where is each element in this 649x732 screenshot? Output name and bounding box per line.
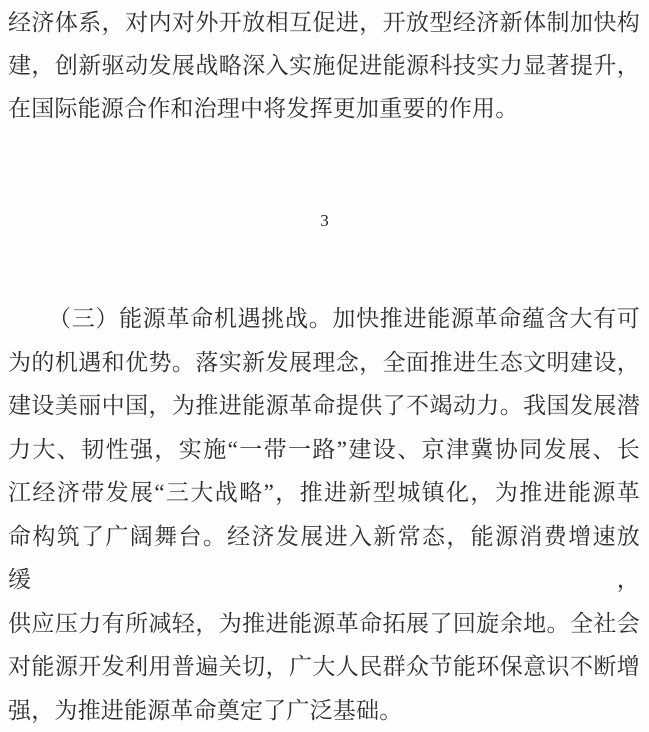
paragraph-section-three — [8, 297, 640, 732]
text-line: 在国际能源合作和治理中将发挥更加重要的作用。 — [8, 87, 640, 130]
text-line: 建，创新驱动发展战略深入实施促进能源科技实力显著提升， — [8, 44, 640, 87]
text-line: 力大、韧性强，实施“一带一路”建设、京津冀协同发展、长 — [8, 428, 640, 472]
text-line: 经济体系，对内对外开放相互促进，开放型经济新体制加快构 — [8, 1, 640, 44]
text-line: 为的机遇和优势。落实新发展理念，全面推进生态文明建设， — [8, 341, 640, 385]
paragraph-continued-from-previous-page — [8, 1, 640, 130]
text-line: （三）能源革命机遇挑战。加快推进能源革命蕴含大有可 — [8, 297, 640, 341]
page-number: 3 — [0, 211, 649, 231]
text-line: 对能源开发利用普遍关切，广大人民群众节能环保意识不断增 — [8, 645, 640, 689]
text-line: 供应压力有所减轻，为推进能源革命拓展了回旋余地。全社会 — [8, 602, 640, 646]
text-line: 江经济带发展“三大战略”，推进新型城镇化，为推进能源革 — [8, 471, 640, 515]
text-line: 建设美丽中国，为推进能源革命提供了不竭动力。我国发展潜 — [8, 384, 640, 428]
text-line: 命构筑了广阔舞台。经济发展进入新常态，能源消费增速放缓， — [8, 515, 640, 602]
text-line: 强，为推进能源革命奠定了广泛基础。 — [8, 689, 640, 732]
